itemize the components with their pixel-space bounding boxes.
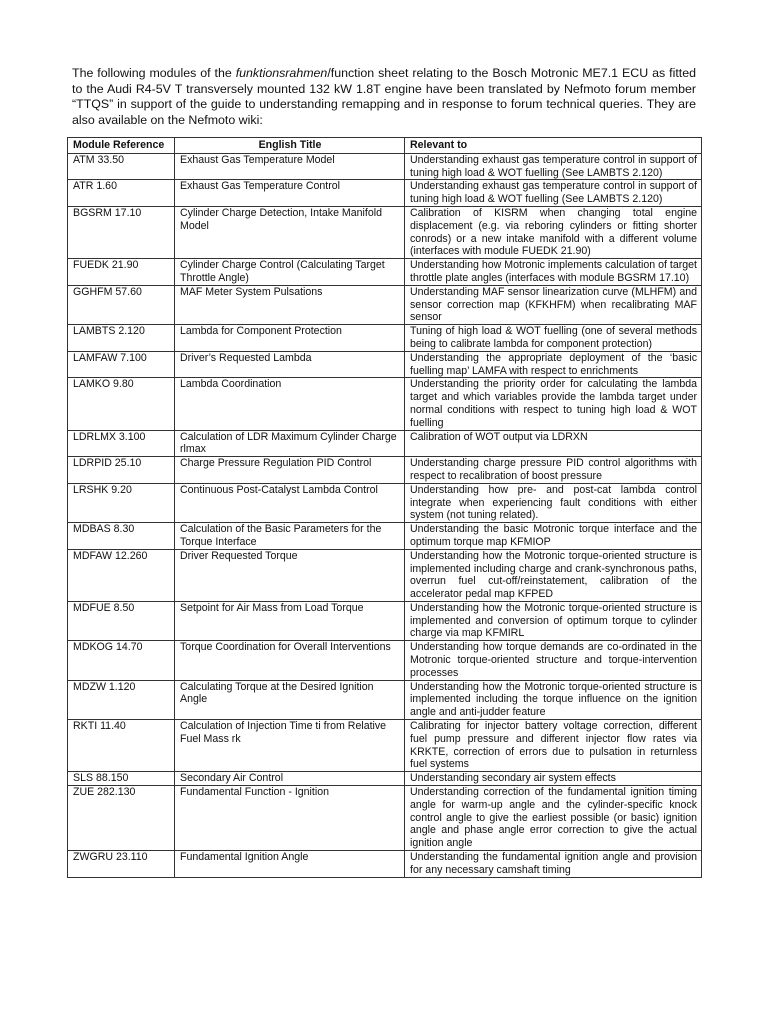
english-title-cell: Driver’s Requested Lambda xyxy=(175,351,405,378)
relevant-to-cell: Understanding exhaust gas temperature control in support of tuning high load & WOT fuelling (See LAMBTS 2.120) xyxy=(405,153,702,180)
english-title-cell: Lambda for Component Protection xyxy=(175,325,405,352)
relevant-to-cell: Understanding how Motronic implements calculation of target throttle plate angles (interfaces with module BGSRM 17.10) xyxy=(405,259,702,286)
english-title-cell: Lambda Coordination xyxy=(175,378,405,430)
module-reference-cell: MDKOG 14.70 xyxy=(68,641,175,680)
relevant-to-cell: Understanding how pre- and post-cat lambda control integrate when experiencing fault conditions with either system (not tuning related). xyxy=(405,483,702,522)
english-title-cell: Secondary Air Control xyxy=(175,772,405,786)
module-reference-cell: MDFAW 12.260 xyxy=(68,549,175,601)
module-reference-cell: LDRLMX 3.100 xyxy=(68,430,175,457)
module-reference-cell: RKTI 11.40 xyxy=(68,720,175,772)
module-reference-cell: LAMFAW 7.100 xyxy=(68,351,175,378)
module-reference-cell: SLS 88.150 xyxy=(68,772,175,786)
module-reference-cell: ATR 1.60 xyxy=(68,180,175,207)
relevant-to-cell: Understanding how the Motronic torque-oriented structure is implemented including charge and crank-synchronous paths, overrun fuel cut-off/reinstatement, calibration of the accelerator pedal map KFPED xyxy=(405,549,702,601)
module-reference-cell: LDRPID 25.10 xyxy=(68,457,175,484)
module-reference-cell: ATM 33.50 xyxy=(68,153,175,180)
table-row xyxy=(68,351,702,378)
english-title-cell: Fundamental Ignition Angle xyxy=(175,851,405,878)
relevant-to-cell: Understanding the fundamental ignition angle and provision for any necessary camshaft timing xyxy=(405,851,702,878)
header-relevant-to: Relevant to xyxy=(405,138,702,154)
table-row xyxy=(68,851,702,878)
module-reference-cell: FUEDK 21.90 xyxy=(68,259,175,286)
table-header-row xyxy=(68,138,702,154)
relevant-to-cell: Tuning of high load & WOT fuelling (one of several methods being to calibrate lambda for component protection) xyxy=(405,325,702,352)
table-row xyxy=(68,457,702,484)
modules-table xyxy=(67,137,702,878)
table-row xyxy=(68,153,702,180)
relevant-to-cell: Understanding how torque demands are co-ordinated in the Motronic torque-oriented structure and torque-intervention processes xyxy=(405,641,702,680)
relevant-to-cell: Understanding exhaust gas temperature control in support of tuning high load & WOT fuelling (See LAMBTS 2.120) xyxy=(405,180,702,207)
english-title-cell: Calculation of LDR Maximum Cylinder Charge rlmax xyxy=(175,430,405,457)
header-module-reference: Module Reference xyxy=(68,138,175,154)
relevant-to-cell: Understanding secondary air system effects xyxy=(405,772,702,786)
module-reference-cell: MDFUE 8.50 xyxy=(68,601,175,640)
english-title-cell: Charge Pressure Regulation PID Control xyxy=(175,457,405,484)
table-row xyxy=(68,325,702,352)
table-body xyxy=(68,153,702,877)
module-reference-cell: GGHFM 57.60 xyxy=(68,285,175,324)
relevant-to-cell: Calibration of KISRM when changing total engine displacement (e.g. via reboring cylinders or fitting shorter conrods) or a new intake manifold with a different volume (interfaces with module FUEDK 21.90) xyxy=(405,206,702,258)
english-title-cell: MAF Meter System Pulsations xyxy=(175,285,405,324)
intro-text-italic: funktionsrahmen xyxy=(235,66,328,80)
table-row xyxy=(68,180,702,207)
english-title-cell: Exhaust Gas Temperature Control xyxy=(175,180,405,207)
table-row xyxy=(68,430,702,457)
table-row xyxy=(68,641,702,680)
table-row xyxy=(68,720,702,772)
table-row xyxy=(68,680,702,719)
module-reference-cell: LRSHK 9.20 xyxy=(68,483,175,522)
module-reference-cell: LAMKO 9.80 xyxy=(68,378,175,430)
relevant-to-cell: Calibrating for injector battery voltage correction, different fuel pump pressure and different injector flow rates via KRKTE, correction of errors due to pulsation in returnless fuel systems xyxy=(405,720,702,772)
module-reference-cell: ZUE 282.130 xyxy=(68,786,175,851)
table-row xyxy=(68,523,702,550)
table-row xyxy=(68,206,702,258)
module-reference-cell: LAMBTS 2.120 xyxy=(68,325,175,352)
english-title-cell: Cylinder Charge Detection, Intake Manifold Model xyxy=(175,206,405,258)
relevant-to-cell: Understanding the basic Motronic torque interface and the optimum torque map KFMIOP xyxy=(405,523,702,550)
relevant-to-cell: Understanding how the Motronic torque-oriented structure is implemented and conversion of optimum torque to cylinder charge via map KFMIRL xyxy=(405,601,702,640)
header-english-title: English Title xyxy=(175,138,405,154)
module-reference-cell: MDZW 1.120 xyxy=(68,680,175,719)
english-title-cell: Cylinder Charge Control (Calculating Target Throttle Angle) xyxy=(175,259,405,286)
module-reference-cell: ZWGRU 23.110 xyxy=(68,851,175,878)
relevant-to-cell: Understanding MAF sensor linearization curve (MLHFM) and sensor correction map (KFKHFM) when recalibrating MAF sensor xyxy=(405,285,702,324)
english-title-cell: Calculation of Injection Time ti from Relative Fuel Mass rk xyxy=(175,720,405,772)
table-row xyxy=(68,549,702,601)
relevant-to-cell: Understanding the priority order for calculating the lambda target and which variables provide the lambda target under normal conditions with respect to tuning high load & WOT fuelling xyxy=(405,378,702,430)
intro-text-part1: The following modules of the xyxy=(72,66,236,80)
english-title-cell: Continuous Post-Catalyst Lambda Control xyxy=(175,483,405,522)
relevant-to-cell: Understanding charge pressure PID control algorithms with respect to recalibration of boost pressure xyxy=(405,457,702,484)
intro-text-part2: /function sheet relating to the Bosch Motronic ME7.1 ECU as fitted to the Audi R4-5V T transversely mounted 132 kW 1.8T engine have been translated by Nefmoto forum member “TTQS” in support of the guide to understanding remapping and in response to forum technical queries. They are also available on the Nefmoto wiki: xyxy=(72,66,696,127)
intro-paragraph xyxy=(72,66,696,128)
english-title-cell: Calculation of the Basic Parameters for the Torque Interface xyxy=(175,523,405,550)
english-title-cell: Setpoint for Air Mass from Load Torque xyxy=(175,601,405,640)
english-title-cell: Calculating Torque at the Desired Ignition Angle xyxy=(175,680,405,719)
table-row xyxy=(68,483,702,522)
relevant-to-cell: Calibration of WOT output via LDRXN xyxy=(405,430,702,457)
relevant-to-cell: Understanding how the Motronic torque-oriented structure is implemented including the torque influence on the ignition angle and anti-judder feature xyxy=(405,680,702,719)
english-title-cell: Fundamental Function - Ignition xyxy=(175,786,405,851)
table-row xyxy=(68,259,702,286)
english-title-cell: Exhaust Gas Temperature Model xyxy=(175,153,405,180)
table-row xyxy=(68,786,702,851)
table-row xyxy=(68,378,702,430)
table-row xyxy=(68,285,702,324)
english-title-cell: Driver Requested Torque xyxy=(175,549,405,601)
table-row xyxy=(68,601,702,640)
relevant-to-cell: Understanding correction of the fundamental ignition timing angle for warm-up angle and the cylinder-specific knock control angle to give the earliest possible (or basic) ignition angle and phase angle error correction to give the actual ignition angle xyxy=(405,786,702,851)
module-reference-cell: MDBAS 8.30 xyxy=(68,523,175,550)
english-title-cell: Torque Coordination for Overall Interventions xyxy=(175,641,405,680)
module-reference-cell: BGSRM 17.10 xyxy=(68,206,175,258)
relevant-to-cell: Understanding the appropriate deployment of the ‘basic fuelling map’ LAMFA with respect to enrichments xyxy=(405,351,702,378)
table-row xyxy=(68,772,702,786)
